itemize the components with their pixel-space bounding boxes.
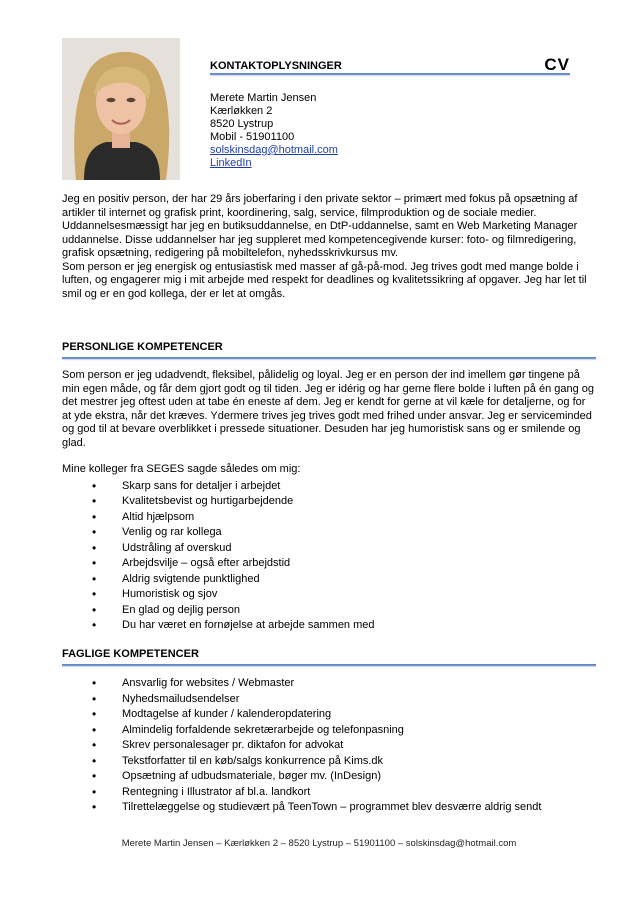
list-item: • Modtagelse af kunder / kalenderopdatering (92, 707, 596, 723)
contact-header (210, 56, 570, 72)
personal-paragraph: Som person er jeg udadvendt, fleksibel, pålidelig og loyal. Jeg er en person der ind imellem gør tingene på min egen måde, og får dem gjort godt og til tiden. Jeg er idérig og har gerne flere bolde i luften på én gang og det mestrer jeg oftest uden at tabe én eneste af dem. Jeg er kendt for gerne at vil kæle for detaljerne, og for at yde ekstra, når det kræves. Ydermere trives jeg trives godt med frihed under ansvar. Jeg er serviceminded og god til at bevare overblikket i pressede situationer. Desuden har jeg humoristisk sans og er smilende og glad. (62, 369, 595, 449)
profile-photo (62, 38, 180, 180)
intro-paragraph: Uddannelsesmæssigt har jeg en butiksuddannelse, en DtP-uddannelse, samt en Web Marketing Manager uddannelse. Disse uddannelser har jeg suppleret med kompetencegivende kurser: foto- og filmredigering, grafisk opsætning, redigering på mobiltelefon, nyhedsskrivkursus mv. (62, 220, 578, 259)
intro-paragraph: Som person er jeg energisk og entusiastisk med masser af gå-på-mod. Jeg trives godt med mange bolde i luften, og engagerer mig i mit arbejde med respekt for deadlines og kvalitetssikring af opgaver. Jeg har let til smil og er en god kollega, der er let at omgås. (62, 260, 587, 300)
contact-phone: Mobil - 51901100 (210, 131, 295, 143)
section-divider (62, 664, 596, 666)
colleague-quotes-list (62, 479, 596, 634)
contact-email-link[interactable]: solskinsdag@hotmail.com (210, 144, 338, 156)
list-item: • Rentegning i Illustrator af bl.a. landkort (92, 785, 596, 801)
list-item: • En glad og dejlig person (92, 603, 596, 619)
contact-name: Merete Martin Jensen (210, 92, 317, 104)
professional-competences-section (62, 648, 596, 816)
intro-paragraph: Jeg en positiv person, der har 29 års joberfaring i den private sektor – primært med fokus på opsætning af artikler til internet og grafisk print, koordinering, salg, service, filmproduktion og de sociale medier. (62, 193, 578, 219)
section-divider (62, 357, 596, 359)
list-item: • Altid hjælpsom (92, 510, 596, 526)
list-item: • Humoristisk og sjov (92, 587, 596, 603)
list-item: • Skarp sans for detaljer i arbejdet (92, 479, 596, 495)
list-item: • Opsætning af udbudsmateriale, bøger mv. (InDesign) (92, 769, 596, 785)
contact-heading: KONTAKTOPLYSNINGER (210, 60, 342, 72)
contact-block (210, 56, 570, 170)
cv-label: CV (544, 55, 570, 74)
list-item: • Kvalitetsbevist og hurtigarbejdende (92, 494, 596, 510)
section-title: PERSONLIGE KOMPETENCER (62, 341, 223, 353)
list-item: • Aldrig svigtende punktlighed (92, 572, 596, 588)
list-item: • Arbejdsvilje – også efter arbejdstid (92, 556, 596, 572)
list-item: • Udstråling af overskud (92, 541, 596, 557)
personal-competences-section (62, 341, 596, 634)
list-item: • Nyhedsmailudsendelser (92, 692, 596, 708)
professional-list (62, 676, 596, 816)
colleagues-lead: Mine kolleger fra SEGES sagde således om mig: (62, 463, 301, 475)
contact-divider (210, 73, 570, 75)
intro-section (62, 193, 596, 301)
page-footer: Merete Martin Jensen – Kærløkken 2 – 8520 Lystrup – 51901100 – solskinsdag@hotmail.com (121, 838, 517, 849)
contact-street: Kærløkken 2 (210, 105, 273, 117)
section-body (62, 369, 596, 634)
list-item: • Ansvarlig for websites / Webmaster (92, 676, 596, 692)
list-item: • Venlig og rar kollega (92, 525, 596, 541)
list-item: • Tilrettelæggelse og studievært på TeenTown – programmet blev desværre aldrig sendt (92, 800, 596, 816)
section-title: FAGLIGE KOMPETENCER (62, 648, 199, 660)
list-item: • Tekstforfatter til en køb/salgs konkurrence på Kims.dk (92, 754, 596, 770)
contact-city: 8520 Lystrup (210, 118, 274, 130)
linkedin-link[interactable]: LinkedIn (210, 157, 252, 169)
list-item: • Du har været en fornøjelse at arbejde sammen med (92, 618, 596, 634)
list-item: • Skrev personalesager pr. diktafon for advokat (92, 738, 596, 754)
list-item: • Almindelig forfaldende sekretærarbejde og telefonpasning (92, 723, 596, 739)
contact-details (210, 92, 570, 170)
